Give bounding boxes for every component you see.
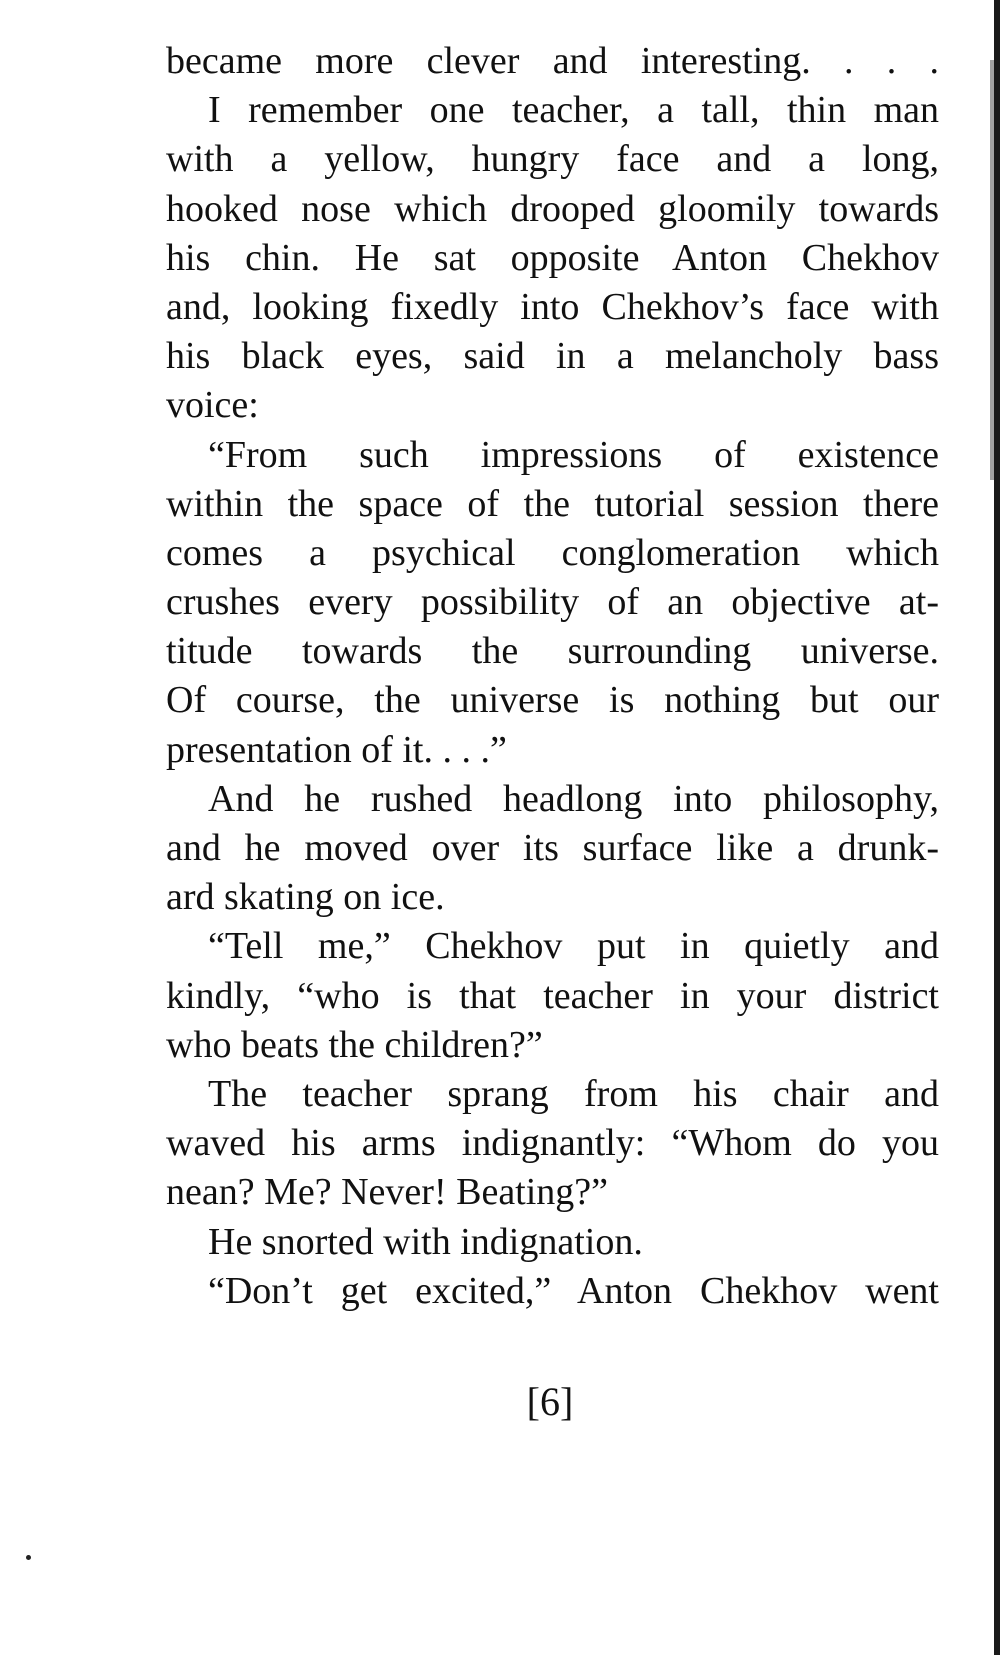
text-line: and he moved over its surface like a drunk- (166, 827, 939, 869)
text-line: kindly, “who is that teacher in your district (166, 974, 939, 1017)
text-line: The teacher sprang from his chair and (208, 1072, 939, 1115)
text-line: nean? Me? Never! Beating?” (166, 1171, 609, 1214)
text-line: “Tell me,” Chekhov put in quietly and (208, 925, 939, 968)
text-line: became more clever and interesting. . . . (166, 40, 939, 82)
text-line: ard skating on ice. (166, 876, 445, 919)
text-line: Of course, the universe is nothing but our (166, 679, 939, 722)
text-line: “Don’t get excited,” Anton Chekhov went (208, 1269, 939, 1312)
text-line: with a yellow, hungry face and a long, (166, 138, 939, 181)
text-line: And he rushed headlong into philosophy, (208, 777, 939, 820)
text-line: and, looking fixedly into Chekhov’s face with (166, 285, 939, 328)
text-line: crushes every possibility of an objective at- (166, 581, 939, 624)
text-line: who beats the children?” (166, 1023, 543, 1066)
text-line: voice: (166, 384, 259, 427)
body-text (166, 37, 939, 1316)
text-line: titude towards the surrounding universe. (166, 630, 939, 673)
text-line: “From such impressions of existence (208, 433, 939, 476)
text-line: his chin. He sat opposite Anton Chekhov (166, 236, 939, 279)
page-number: [6] (526, 1379, 574, 1424)
text-line: I remember one teacher, a tall, thin man (208, 89, 939, 132)
text-line: comes a psychical conglomeration which (166, 531, 939, 574)
text-line: hooked nose which drooped gloomily towards (166, 187, 939, 230)
text-line: He snorted with indignation. (208, 1220, 643, 1263)
text-line: presentation of it. . . .” (166, 728, 507, 771)
scan-speck (26, 1555, 31, 1560)
text-line: within the space of the tutorial session there (166, 482, 939, 525)
text-line: his black eyes, said in a melancholy bass (166, 335, 939, 378)
page-edge (994, 0, 1000, 1655)
text-line: waved his arms indignantly: “Whom do you (166, 1122, 939, 1165)
